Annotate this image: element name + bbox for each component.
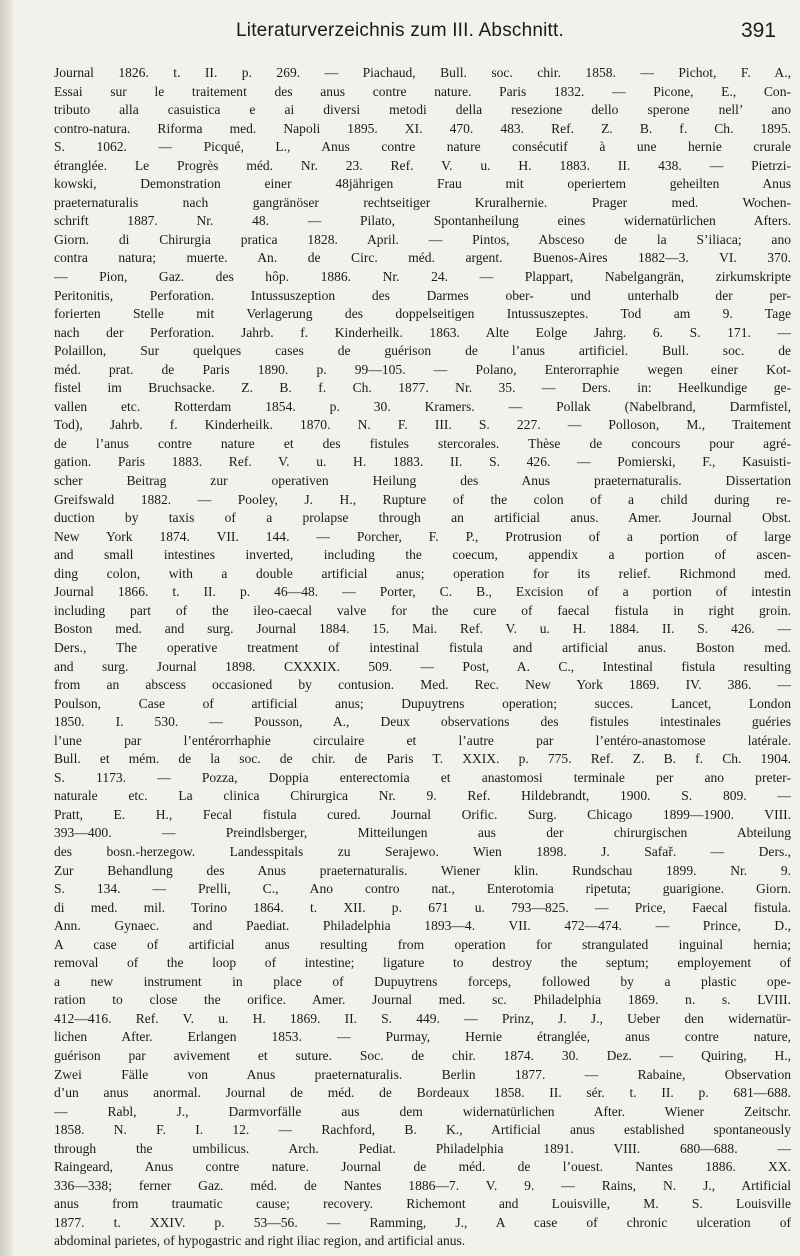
text-line: Polaillon, Sur quelques cases de guérison de l’anus artificiel. Bull. soc. de [54, 343, 791, 359]
text-line: nach der Perforation. Jahrb. f. Kinderheilk. 1863. Alte Eolge Jahrg. 6. S. 171. — [54, 324, 791, 340]
text-line: guérison par avivement et suture. Soc. de chir. 1874. 30. Dez. — Quiring, H., [54, 1047, 791, 1063]
text-line: anus from traumatic cause; recovery. Richemont and Louisville, M. S. Louisville [54, 1196, 791, 1212]
text-line: Ders., The operative treatment of intestinal fistula and artificial anus. Boston med. [54, 639, 791, 655]
text-line: méd. prat. de Paris 1890. p. 99—105. — Polano, Enterorraphie wegen einer Kot- [54, 361, 791, 377]
text-line: Bull. et mém. de la soc. de chir. de Paris T. XXIX. p. 775. Ref. Z. B. f. Ch. 1904. [54, 751, 791, 767]
text-line: vallen etc. Rotterdam 1854. p. 30. Kramers. — Pollak (Nabelbrand, Darmfistel, [54, 398, 791, 414]
text-line: Raingeard, Anus contre nature. Journal de méd. de l’ouest. Nantes 1886. XX. [54, 1159, 791, 1175]
text-line: and surg. Journal 1898. CXXXIX. 509. — Post, A. C., Intestinal fistula resulting [54, 658, 791, 674]
text-line: Journal 1826. t. II. p. 269. — Piachaud, Bull. soc. chir. 1858. — Pichot, F. A., [54, 65, 791, 80]
text-line: gation. Paris 1883. Ref. V. u. H. 1883. II. S. 426. — Pomierski, F., Kasuisti- [54, 454, 791, 470]
text-line: Essai sur le traitement des anus contre nature. Paris 1832. — Picone, E., Con- [54, 83, 791, 99]
text-line: abdominal parietes, of hypogastric and right iliac region, and artificial anus. [54, 1233, 466, 1249]
text-line: Ann. Gynaec. and Paediat. Philadelphia 1893—4. VII. 472—474. — Prince, D., [54, 918, 791, 934]
text-line: Tod), Jahrb. f. Kinderheilk. 1870. N. F. III. S. 227. — Polloson, M., Traitement [54, 417, 791, 433]
text-line: Boston med. and surg. Journal 1884. 15. Mai. Ref. V. u. H. 1884. II. S. 426. — [54, 621, 791, 637]
text-line: contra natura; muerte. An. de Circ. méd. argent. Buenos-Aires 1882—3. VI. 370. [54, 250, 791, 266]
text-line: kowski, Demonstration einer 48jährigen Frau mit operiertem geheilten Anus [54, 176, 791, 192]
text-line: schrift 1887. Nr. 48. — Pilato, Spontanheilung eines widernatürlichen Afters. [54, 213, 791, 229]
bibliography-text [54, 64, 791, 1251]
text-line: Zur Behandlung des Anus praeternaturalis. Wiener klin. Rundschau 1899. Nr. 9. [54, 862, 791, 878]
text-line: 1877. t. XXIV. p. 53—56. — Ramming, J., A case of chronic ulceration of [54, 1214, 791, 1230]
text-line: contro-natura. Riforma med. Napoli 1895. XI. 470. 483. Ref. Z. B. f. Ch. 1895. [54, 120, 791, 136]
text-line: des bosn.-herzegow. Landesspitals zu Serajewo. Wien 1898. J. Safař. — Ders., [54, 843, 791, 859]
text-line: removal of the loop of intestine; ligature to destroy the septum; employement of [54, 955, 791, 971]
text-line: duction by taxis of a prolapse through an artificial anus. Amer. Journal Obst. [54, 510, 791, 526]
text-line: naturale etc. La clinica Chirurgica Nr. 9. Ref. Hildebrandt, 1900. S. 809. — [54, 788, 791, 804]
text-line: fistel im Bruchsacke. Z. B. f. Ch. 1877. Nr. 35. — Ders. in: Heelkundige ge- [54, 380, 791, 396]
text-line: étranglée. Le Progrès méd. Nr. 23. Ref. V. u. H. 1883. II. 438. — Pietrzi- [54, 157, 791, 173]
text-line: ding colon, with a double artificial anus; operation for its relief. Richmond med. [54, 565, 791, 581]
text-line: praeternaturalis nach gangränöser rechtseitiger Kruralhernie. Prager med. Wochen- [54, 194, 791, 210]
text-line: ration to close the orifice. Amer. Journal med. sc. Philadelphia 1869. n. s. LVIII. [54, 992, 791, 1008]
text-line: Zwei Fälle von Anus praeternaturalis. Berlin 1877. — Rabaine, Observation [54, 1066, 791, 1082]
text-line: from an abscess occasioned by contusion. Med. Rec. New York 1869. IV. 386. — [54, 677, 791, 693]
text-line: 1850. I. 530. — Pousson, A., Deux observations des fistules intestinales guéries [54, 714, 791, 730]
running-title: Literaturverzeichnis zum III. Abschnitt. [236, 20, 564, 41]
text-line: 412—416. Ref. V. u. H. 1869. II. S. 449. — Prinz, J. J., Ueber den widernatür- [54, 1010, 791, 1026]
text-line: Giorn. di Chirurgia pratica 1828. April. — Pintos, Absceso de la S’iliaca; ano [54, 231, 791, 247]
text-line: tributo alla casuistica e ai diversi metodi della resezione dello sperone nell’ ano [54, 102, 791, 118]
binding-shadow [0, 0, 14, 1256]
page-header [20, 20, 780, 48]
text-line: and small intestines inverted, including the coecum, appendix a portion of ascen- [54, 547, 791, 563]
text-line: through the umbilicus. Arch. Pediat. Philadelphia 1891. VIII. 680—688. — [54, 1140, 791, 1156]
text-line: Journal 1866. t. II. p. 46—48. — Porter, C. B., Excision of a portion of intestin [54, 584, 791, 600]
text-line: Greifswald 1882. — Pooley, J. H., Rupture of the colon of a child during re- [54, 491, 791, 507]
text-line: Poulson, Case of artificial anus; Dupuytrens operation; succes. Lancet, London [54, 695, 791, 711]
text-line: lichen After. Erlangen 1853. — Purmay, Hernie étranglée, anus contre nature, [54, 1029, 791, 1045]
text-line: Peritonitis, Perforation. Intussuszeption des Darmes ober- und unterhalb der per- [54, 287, 791, 303]
text-line: S. 1173. — Pozza, Doppia enterectomia et anastomosi terminale per ano preter- [54, 769, 791, 785]
text-line: 393—400. — Preindlsberger, Mitteilungen aus der chirurgischen Abteilung [54, 825, 791, 841]
text-line: — Pion, Gaz. des hôp. 1886. Nr. 24. — Plappart, Nabelgangrän, zirkumskripte [54, 269, 791, 285]
text-line: 336—338; ferner Gaz. méd. de Nantes 1886—7. V. 9. — Rains, N. J., Artificial [54, 1177, 791, 1193]
text-line: d’un anus anormal. Journal de méd. de Bordeaux 1858. II. sér. t. II. p. 681—688. [54, 1085, 791, 1101]
text-line: l’une par l’entérorrhaphie circulaire et l’autre par l’entéro-anastomose latérale. [54, 732, 791, 748]
text-line: 1858. N. F. I. 12. — Rachford, B. K., Artificial anus established spontaneously [54, 1122, 791, 1138]
text-line: New York 1874. VII. 144. — Porcher, F. P., Protrusion of a portion of large [54, 528, 791, 544]
text-line: di med. mil. Torino 1864. t. XII. p. 671 u. 793—825. — Price, Faecal fistula. [54, 899, 791, 915]
text-line: Pratt, E. H., Fecal fistula cured. Journal Orific. Surg. Chicago 1899—1900. VIII. [54, 806, 791, 822]
text-line: including part of the ileo-caecal valve for the cure of faecal fistula in right groin. [54, 602, 791, 618]
text-line: S. 134. — Prelli, C., Ano contro nat., Enterotomia ripetuta; guarigione. Giorn. [54, 881, 791, 897]
text-line: forierten Stelle mit Verlagerung des doppelseitigen Intussuszeptes. Tod am 9. Tage [54, 306, 791, 322]
page-number: 391 [740, 19, 776, 42]
text-line: A case of artificial anus resulting from operation for strangulated inguinal hernia; [54, 936, 791, 952]
text-line: S. 1062. — Picqué, L., Anus contre nature consécutif à une hernie crurale [54, 139, 791, 155]
text-line: de l’anus contre nature et des fistules stercorales. Thèse de concours pour agré- [54, 435, 791, 451]
text-line: a new instrument in place of Dupuytrens forceps, followed by a plastic ope- [54, 973, 791, 989]
text-line: scher Beitrag zur operativen Heilung des Anus praeternaturalis. Dissertation [54, 473, 791, 489]
text-line: — Rabl, J., Darmvorfälle aus dem widernatürlichen After. Wiener Zeitschr. [54, 1103, 791, 1119]
